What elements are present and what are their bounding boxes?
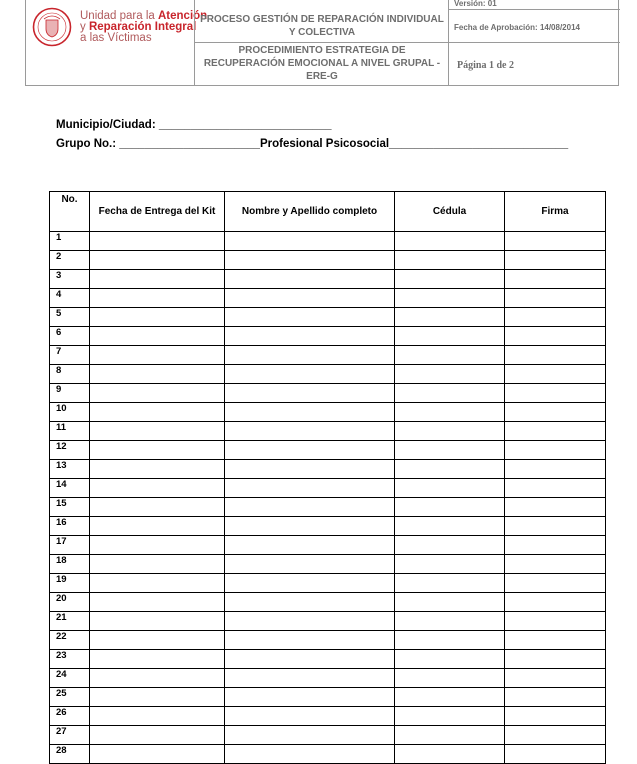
fecha-cell[interactable] — [90, 726, 225, 745]
nombre-cell[interactable] — [225, 422, 395, 441]
row-number: 10 — [50, 403, 90, 422]
document-header — [25, 0, 619, 86]
row-number: 25 — [50, 688, 90, 707]
table-row — [50, 536, 606, 555]
row-number: 18 — [50, 555, 90, 574]
row-number: 28 — [50, 745, 90, 764]
fecha-cell[interactable] — [90, 441, 225, 460]
row-number: 23 — [50, 650, 90, 669]
cedula-cell[interactable] — [395, 574, 505, 593]
firma-cell[interactable] — [505, 384, 606, 403]
table-row — [50, 688, 606, 707]
row-number: 12 — [50, 441, 90, 460]
nombre-cell[interactable] — [225, 384, 395, 403]
row-number: 14 — [50, 479, 90, 498]
fecha-cell[interactable] — [90, 270, 225, 289]
firma-cell[interactable] — [505, 498, 606, 517]
cedula-cell[interactable] — [395, 327, 505, 346]
fecha-cell[interactable] — [90, 422, 225, 441]
firma-cell[interactable] — [505, 517, 606, 536]
fecha-cell[interactable] — [90, 251, 225, 270]
table-row — [50, 555, 606, 574]
cedula-cell[interactable] — [395, 517, 505, 536]
fecha-cell[interactable] — [90, 688, 225, 707]
row-number: 26 — [50, 707, 90, 726]
cedula-cell[interactable] — [395, 365, 505, 384]
nombre-cell[interactable] — [225, 669, 395, 688]
row-number: 9 — [50, 384, 90, 403]
table-row — [50, 669, 606, 688]
fecha-cell[interactable] — [90, 650, 225, 669]
fecha-cell[interactable] — [90, 365, 225, 384]
approval-date: Fecha de Aprobación: 14/08/2014 — [454, 23, 580, 32]
nombre-cell[interactable] — [225, 270, 395, 289]
table-row — [50, 365, 606, 384]
firma-cell[interactable] — [505, 555, 606, 574]
row-number: 20 — [50, 593, 90, 612]
nombre-cell[interactable] — [225, 232, 395, 251]
nombre-cell[interactable] — [225, 365, 395, 384]
kit-delivery-table — [49, 191, 606, 764]
nombre-cell[interactable] — [225, 631, 395, 650]
fecha-cell[interactable] — [90, 403, 225, 422]
nombre-cell[interactable] — [225, 536, 395, 555]
row-number: 6 — [50, 327, 90, 346]
procedure-title: PROCEDIMIENTO ESTRATEGIA DE RECUPERACIÓN EMOCIONAL A NIVEL GRUPAL -ERE-G — [203, 45, 441, 82]
nombre-cell[interactable] — [225, 460, 395, 479]
fecha-cell[interactable] — [90, 555, 225, 574]
row-number: 27 — [50, 726, 90, 745]
cedula-cell[interactable] — [395, 688, 505, 707]
row-number: 5 — [50, 308, 90, 327]
nombre-cell[interactable] — [225, 726, 395, 745]
fecha-cell[interactable] — [90, 631, 225, 650]
firma-cell[interactable] — [505, 631, 606, 650]
firma-cell[interactable] — [505, 403, 606, 422]
firma-cell[interactable] — [505, 536, 606, 555]
row-number: 13 — [50, 460, 90, 479]
cedula-cell[interactable] — [395, 308, 505, 327]
table-row — [50, 593, 606, 612]
firma-cell[interactable] — [505, 289, 606, 308]
firma-cell[interactable] — [505, 574, 606, 593]
firma-cell[interactable] — [505, 745, 606, 764]
nombre-cell[interactable] — [225, 555, 395, 574]
fecha-cell[interactable] — [90, 308, 225, 327]
fecha-cell[interactable] — [90, 327, 225, 346]
version-label: Versión: 01 — [454, 0, 497, 8]
firma-cell[interactable] — [505, 365, 606, 384]
firma-cell[interactable] — [505, 726, 606, 745]
cedula-cell[interactable] — [395, 745, 505, 764]
row-number: 4 — [50, 289, 90, 308]
nombre-cell[interactable] — [225, 289, 395, 308]
row-number: 2 — [50, 251, 90, 270]
fecha-cell[interactable] — [90, 517, 225, 536]
cedula-cell[interactable] — [395, 707, 505, 726]
coat-of-arms-icon — [32, 7, 72, 47]
nombre-cell[interactable] — [225, 574, 395, 593]
nombre-cell[interactable] — [225, 650, 395, 669]
cedula-cell[interactable] — [395, 631, 505, 650]
cedula-cell[interactable] — [395, 422, 505, 441]
column-header-cedula: Cédula — [395, 192, 505, 232]
nombre-cell[interactable] — [225, 707, 395, 726]
institution-logo — [32, 7, 208, 49]
table-row — [50, 270, 606, 289]
table-row — [50, 517, 606, 536]
firma-cell[interactable] — [505, 327, 606, 346]
cedula-cell[interactable] — [395, 251, 505, 270]
fecha-cell[interactable] — [90, 745, 225, 764]
table-row — [50, 403, 606, 422]
fecha-cell[interactable] — [90, 384, 225, 403]
firma-cell[interactable] — [505, 441, 606, 460]
firma-cell[interactable] — [505, 251, 606, 270]
table-row — [50, 422, 606, 441]
cedula-cell[interactable] — [395, 384, 505, 403]
header-divider — [194, 42, 620, 43]
cedula-cell[interactable] — [395, 536, 505, 555]
table-row — [50, 384, 606, 403]
row-number: 11 — [50, 422, 90, 441]
grupo-field[interactable]: Grupo No.: ______________________Profesional Psicosocial____________________________ — [56, 138, 569, 150]
row-number: 21 — [50, 612, 90, 631]
row-number: 16 — [50, 517, 90, 536]
row-number: 22 — [50, 631, 90, 650]
row-number: 17 — [50, 536, 90, 555]
table-row — [50, 707, 606, 726]
cedula-cell[interactable] — [395, 289, 505, 308]
cedula-cell[interactable] — [395, 650, 505, 669]
cedula-cell[interactable] — [395, 669, 505, 688]
fecha-cell[interactable] — [90, 707, 225, 726]
table-row — [50, 460, 606, 479]
table-row — [50, 441, 606, 460]
table-row — [50, 289, 606, 308]
cedula-cell[interactable] — [395, 498, 505, 517]
table-row — [50, 327, 606, 346]
nombre-cell[interactable] — [225, 403, 395, 422]
table-row — [50, 726, 606, 745]
table-row — [50, 631, 606, 650]
process-title: PROCESO GESTIÓN DE REPARACIÓN INDIVIDUAL Y COLECTIVA — [200, 14, 444, 38]
row-number: 3 — [50, 270, 90, 289]
nombre-cell[interactable] — [225, 517, 395, 536]
nombre-cell[interactable] — [225, 251, 395, 270]
table-row — [50, 612, 606, 631]
nombre-cell[interactable] — [225, 479, 395, 498]
fecha-cell[interactable] — [90, 289, 225, 308]
firma-cell[interactable] — [505, 688, 606, 707]
firma-cell[interactable] — [505, 612, 606, 631]
firma-cell[interactable] — [505, 460, 606, 479]
firma-cell[interactable] — [505, 346, 606, 365]
cedula-cell[interactable] — [395, 726, 505, 745]
firma-cell[interactable] — [505, 593, 606, 612]
cedula-cell[interactable] — [395, 441, 505, 460]
municipio-field[interactable]: Municipio/Ciudad: ___________________________ — [56, 119, 332, 131]
firma-cell[interactable] — [505, 270, 606, 289]
fecha-cell[interactable] — [90, 460, 225, 479]
table-header-row — [50, 192, 606, 232]
firma-cell[interactable] — [505, 422, 606, 441]
row-number: 1 — [50, 232, 90, 251]
fecha-cell[interactable] — [90, 536, 225, 555]
fecha-cell[interactable] — [90, 479, 225, 498]
nombre-cell[interactable] — [225, 612, 395, 631]
fecha-cell[interactable] — [90, 498, 225, 517]
row-number: 24 — [50, 669, 90, 688]
firma-cell[interactable] — [505, 308, 606, 327]
row-number: 7 — [50, 346, 90, 365]
cedula-cell[interactable] — [395, 612, 505, 631]
nombre-cell[interactable] — [225, 346, 395, 365]
firma-cell[interactable] — [505, 232, 606, 251]
nombre-cell[interactable] — [225, 688, 395, 707]
table-row — [50, 479, 606, 498]
firma-cell[interactable] — [505, 479, 606, 498]
column-header-firma: Firma — [505, 192, 606, 232]
cedula-cell[interactable] — [395, 460, 505, 479]
fecha-cell[interactable] — [90, 593, 225, 612]
logo-wordmark: Unidad para la Atención y Reparación Integral a las Víctimas — [80, 10, 208, 44]
nombre-cell[interactable] — [225, 308, 395, 327]
page-number: Página 1 de 2 — [457, 60, 514, 71]
table-row — [50, 232, 606, 251]
table-row — [50, 745, 606, 764]
fecha-cell[interactable] — [90, 574, 225, 593]
nombre-cell[interactable] — [225, 441, 395, 460]
header-divider — [448, 9, 620, 10]
firma-cell[interactable] — [505, 707, 606, 726]
cedula-cell[interactable] — [395, 555, 505, 574]
row-number: 8 — [50, 365, 90, 384]
nombre-cell[interactable] — [225, 327, 395, 346]
table-row — [50, 251, 606, 270]
nombre-cell[interactable] — [225, 745, 395, 764]
column-header-no: No. — [50, 192, 90, 232]
table-row — [50, 498, 606, 517]
firma-cell[interactable] — [505, 669, 606, 688]
firma-cell[interactable] — [505, 650, 606, 669]
cedula-cell[interactable] — [395, 593, 505, 612]
row-number: 19 — [50, 574, 90, 593]
nombre-cell[interactable] — [225, 593, 395, 612]
table-row — [50, 308, 606, 327]
cedula-cell[interactable] — [395, 270, 505, 289]
nombre-cell[interactable] — [225, 498, 395, 517]
fecha-cell[interactable] — [90, 232, 225, 251]
table-row — [50, 346, 606, 365]
fecha-cell[interactable] — [90, 612, 225, 631]
column-header-fecha: Fecha de Entrega del Kit — [90, 192, 225, 232]
row-number: 15 — [50, 498, 90, 517]
fecha-cell[interactable] — [90, 669, 225, 688]
table-row — [50, 574, 606, 593]
column-header-nombre: Nombre y Apellido completo — [225, 192, 395, 232]
fecha-cell[interactable] — [90, 346, 225, 365]
table-row — [50, 650, 606, 669]
cedula-cell[interactable] — [395, 232, 505, 251]
cedula-cell[interactable] — [395, 346, 505, 365]
cedula-cell[interactable] — [395, 403, 505, 422]
cedula-cell[interactable] — [395, 479, 505, 498]
